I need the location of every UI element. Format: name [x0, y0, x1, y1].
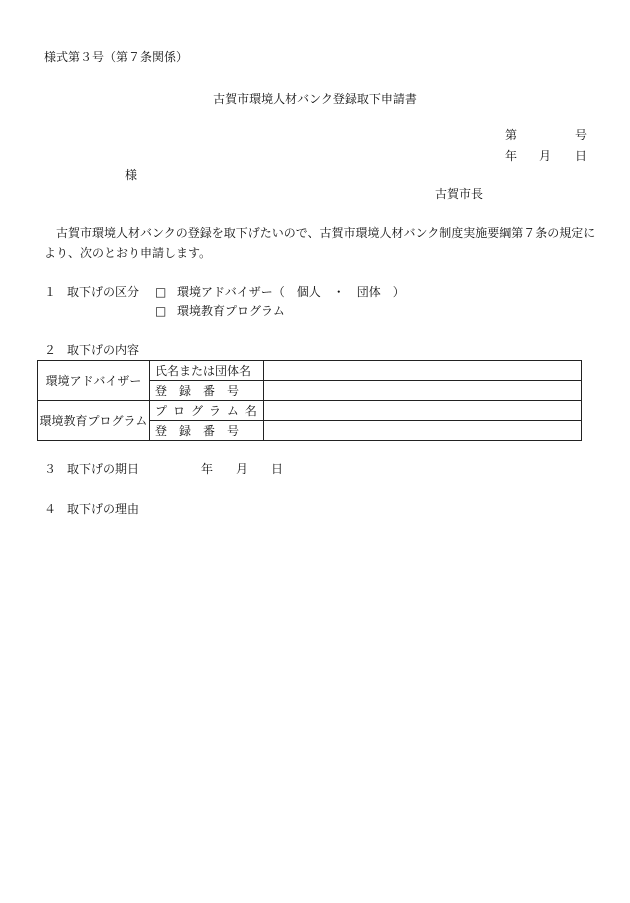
withdrawal-date-month[interactable]: 月	[236, 462, 249, 476]
group-advisor-label: 環境アドバイザー	[38, 361, 150, 401]
section1-number: １	[44, 285, 57, 299]
section2-number: ２	[44, 343, 57, 357]
withdrawal-content-table	[37, 360, 582, 441]
form-number: 様式第３号（第７条関係）	[44, 50, 189, 64]
document-number-go: 号	[575, 128, 588, 142]
section3-label: 取下げの期日	[67, 462, 140, 476]
program-registration-number-field[interactable]	[264, 421, 582, 441]
option-program-label: 環境教育プログラム	[177, 304, 285, 318]
checkbox-program[interactable]: □	[155, 304, 167, 318]
program-name-field[interactable]	[264, 401, 582, 421]
program-name-label: プログラム名	[150, 401, 264, 421]
option-advisor-label: 環境アドバイザー（ 個人 ・ 団体 ）	[177, 285, 405, 299]
body-text-line2: より、次のとおり申請します。	[44, 246, 212, 260]
table-row	[38, 361, 582, 381]
advisor-registration-number-label: 登 録 番 号	[150, 381, 264, 401]
checkbox-advisor[interactable]: □	[155, 285, 167, 299]
section4-label: 取下げの理由	[67, 502, 140, 516]
section2-label: 取下げの内容	[67, 343, 140, 357]
section1-label: 取下げの区分	[67, 285, 140, 299]
addressee-honorific: 様	[125, 168, 138, 182]
name-or-group-field[interactable]	[264, 361, 582, 381]
document-title: 古賀市環境人材バンク登録取下申請書	[213, 92, 417, 106]
section4-number: ４	[44, 502, 57, 516]
advisor-registration-number-field[interactable]	[264, 381, 582, 401]
section3-number: ３	[44, 462, 57, 476]
withdrawal-date-year[interactable]: 年	[201, 462, 214, 476]
document-number-dai: 第	[505, 128, 518, 142]
program-registration-number-label: 登 録 番 号	[150, 421, 264, 441]
date-day: 日	[575, 149, 588, 163]
date-year: 年	[505, 149, 518, 163]
group-program-label: 環境教育プログラム	[38, 401, 150, 441]
name-or-group-label: 氏名または団体名	[150, 361, 264, 381]
withdrawal-date-day[interactable]: 日	[271, 462, 284, 476]
date-month: 月	[539, 149, 552, 163]
table-row	[38, 401, 582, 421]
body-text-line1: 古賀市環境人材バンクの登録を取下げたいので、古賀市環境人材バンク制度実施要綱第７条の規定に	[56, 226, 596, 240]
recipient: 古賀市長	[435, 187, 484, 201]
